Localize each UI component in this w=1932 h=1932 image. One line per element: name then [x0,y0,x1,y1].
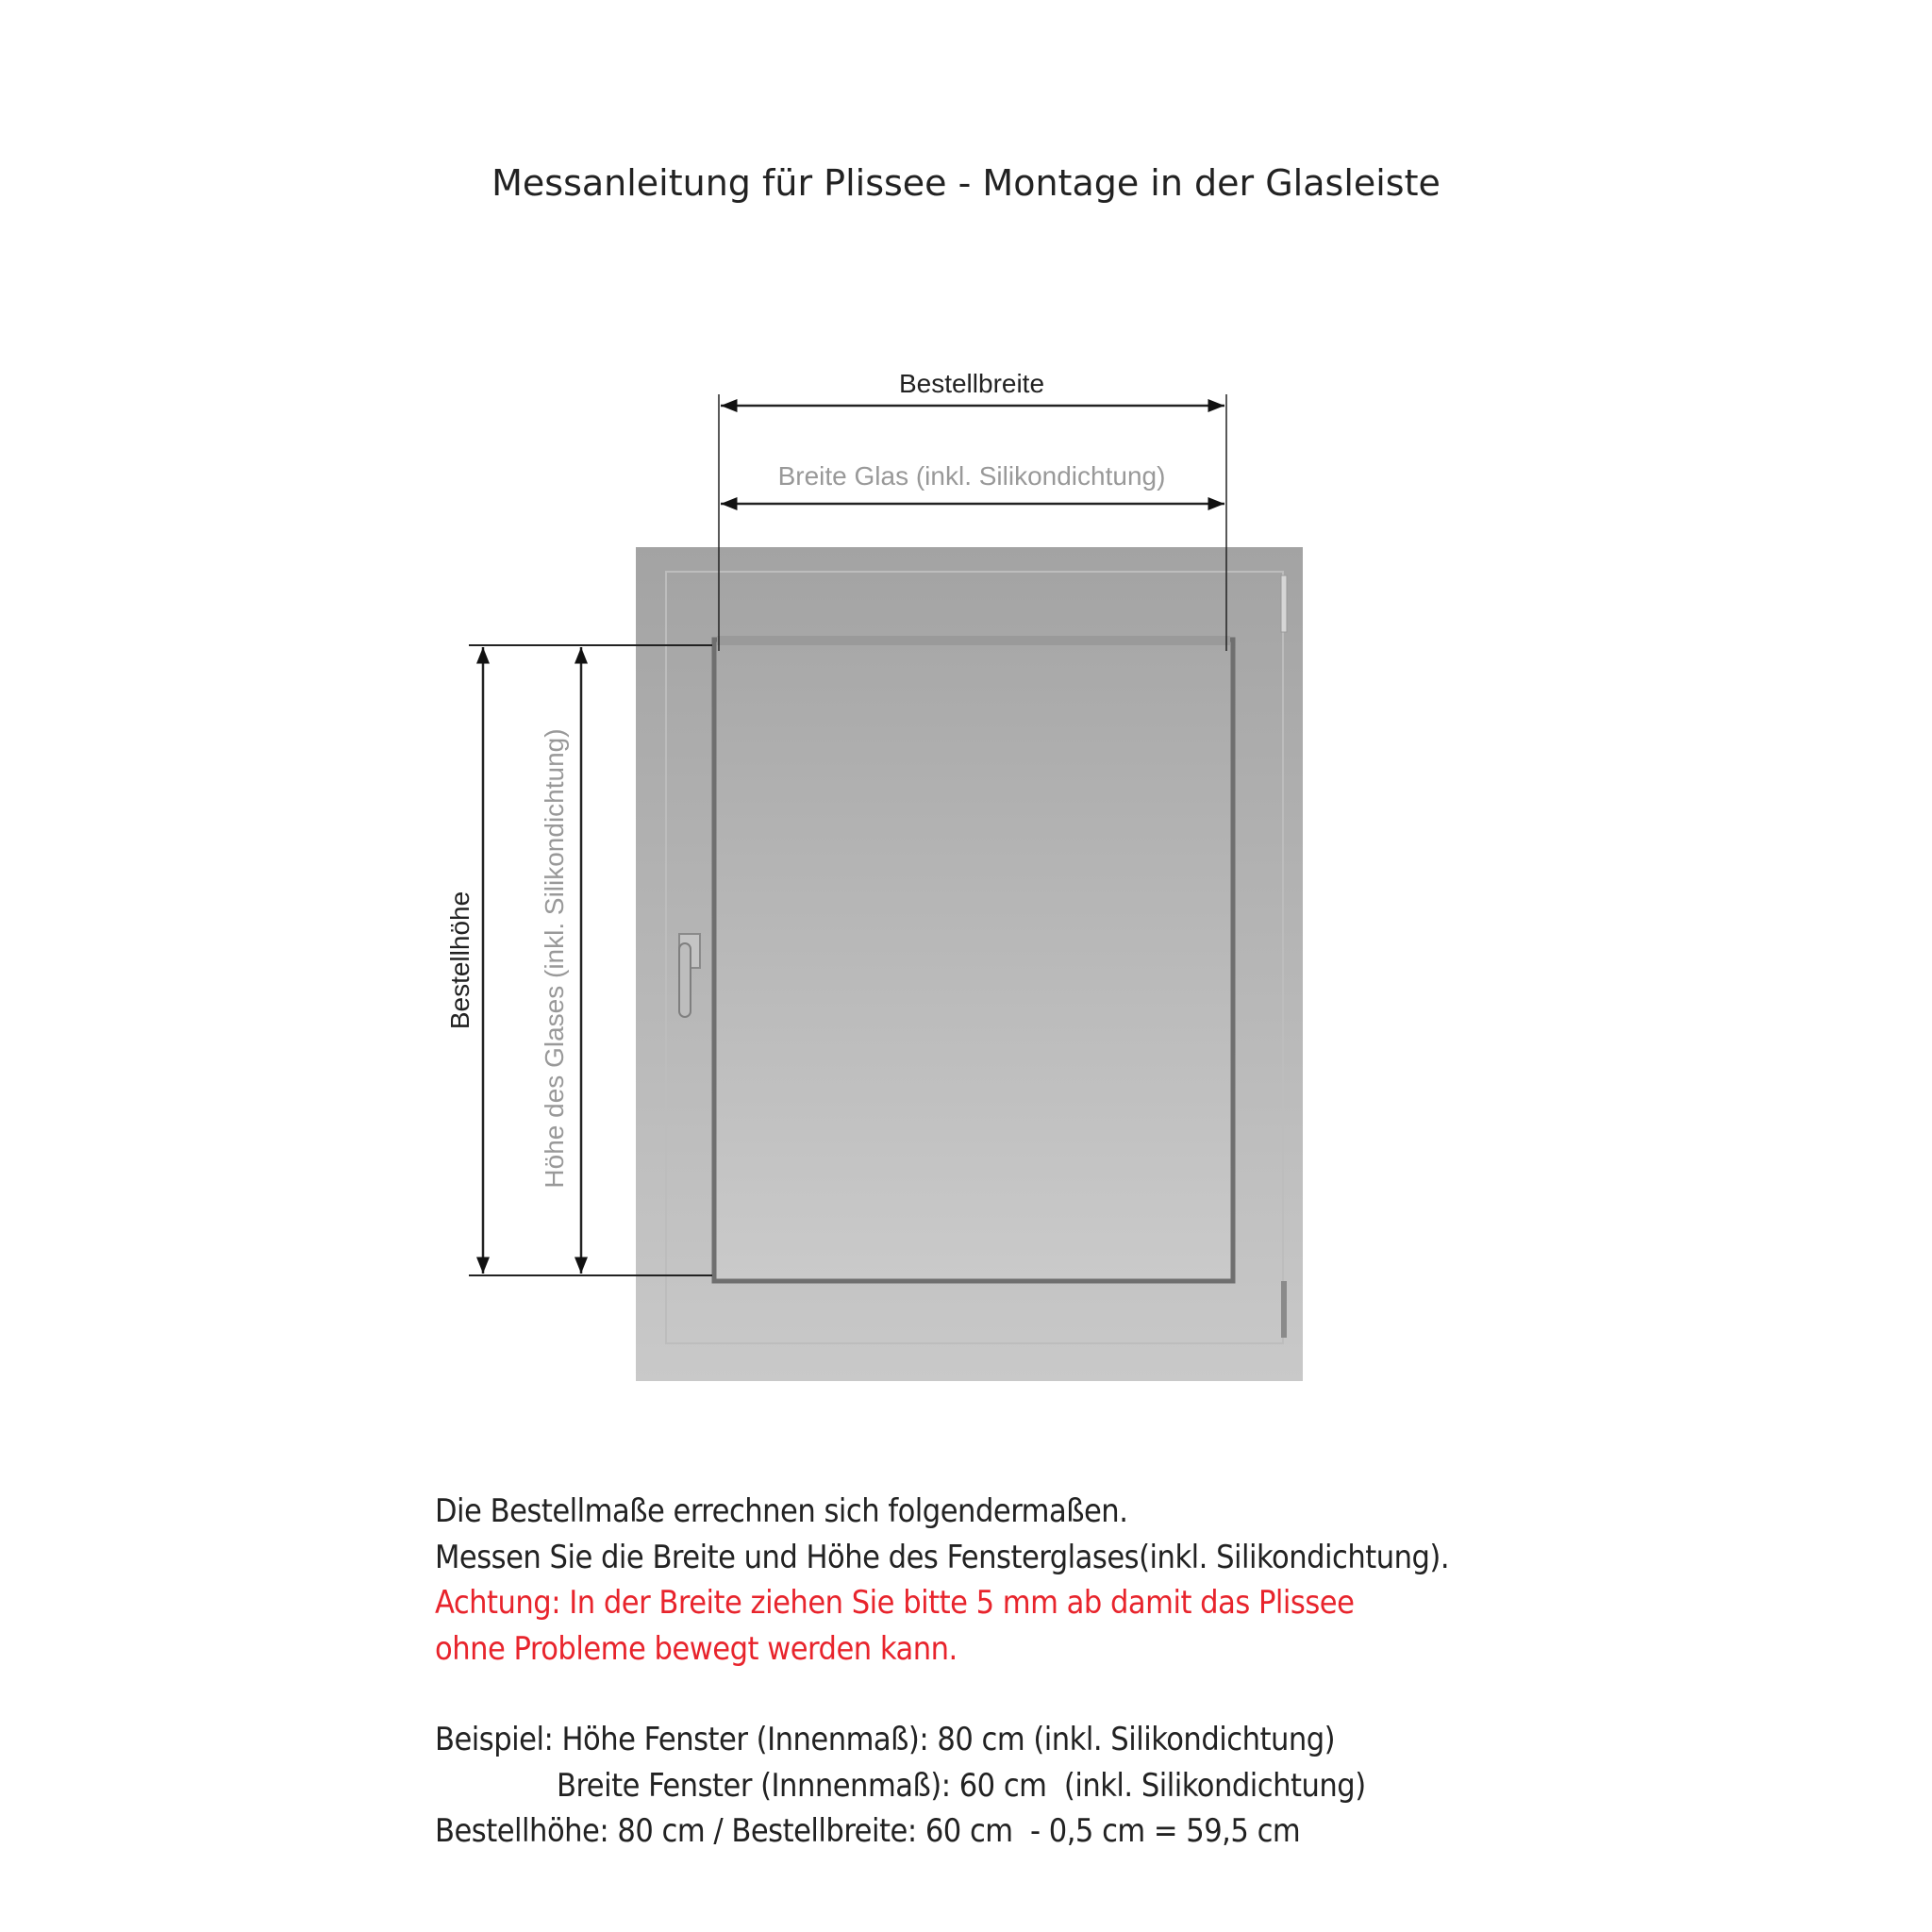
glass-bead-top [717,636,1230,645]
instructions-text [435,1489,1449,1855]
instruction-line: Die Bestellmaße errechnen sich folgendermaßen. [435,1492,1128,1530]
hinge-bottom [1281,1281,1287,1338]
warning-line: ohne Probleme bewegt werden kann. [435,1629,958,1668]
glass-height-label: Höhe des Glases (inkl. Silikondichtung) [540,728,569,1189]
glass-width-label: Breite Glas (inkl. Silikondichtung) [777,461,1166,491]
order-height-label: Bestellhöhe [445,891,475,1030]
window-glass [714,640,1233,1281]
order-width-label: Bestellbreite [898,369,1045,398]
instruction-line: Messen Sie die Breite und Höhe des Fensterglases(inkl. Silikondichtung). [435,1538,1450,1576]
hinge-top [1281,575,1287,632]
example-result-line: Bestellhöhe: 80 cm / Bestellbreite: 60 cm - 0,5 cm = 59,5 cm [435,1812,1301,1850]
example-line: Beispiel: Höhe Fenster (Innenmaß): 80 cm (inkl. Silikondichtung) [435,1721,1336,1758]
warning-line: Achtung: In der Breite ziehen Sie bitte 5 mm ab damit das Plissee [435,1584,1355,1622]
example-line: Breite Fenster (Innnenmaß): 60 cm (inkl. Silikondichtung) [435,1766,1366,1805]
page-title: Messanleitung für Plissee - Montage in der Glasleiste [491,162,1441,204]
